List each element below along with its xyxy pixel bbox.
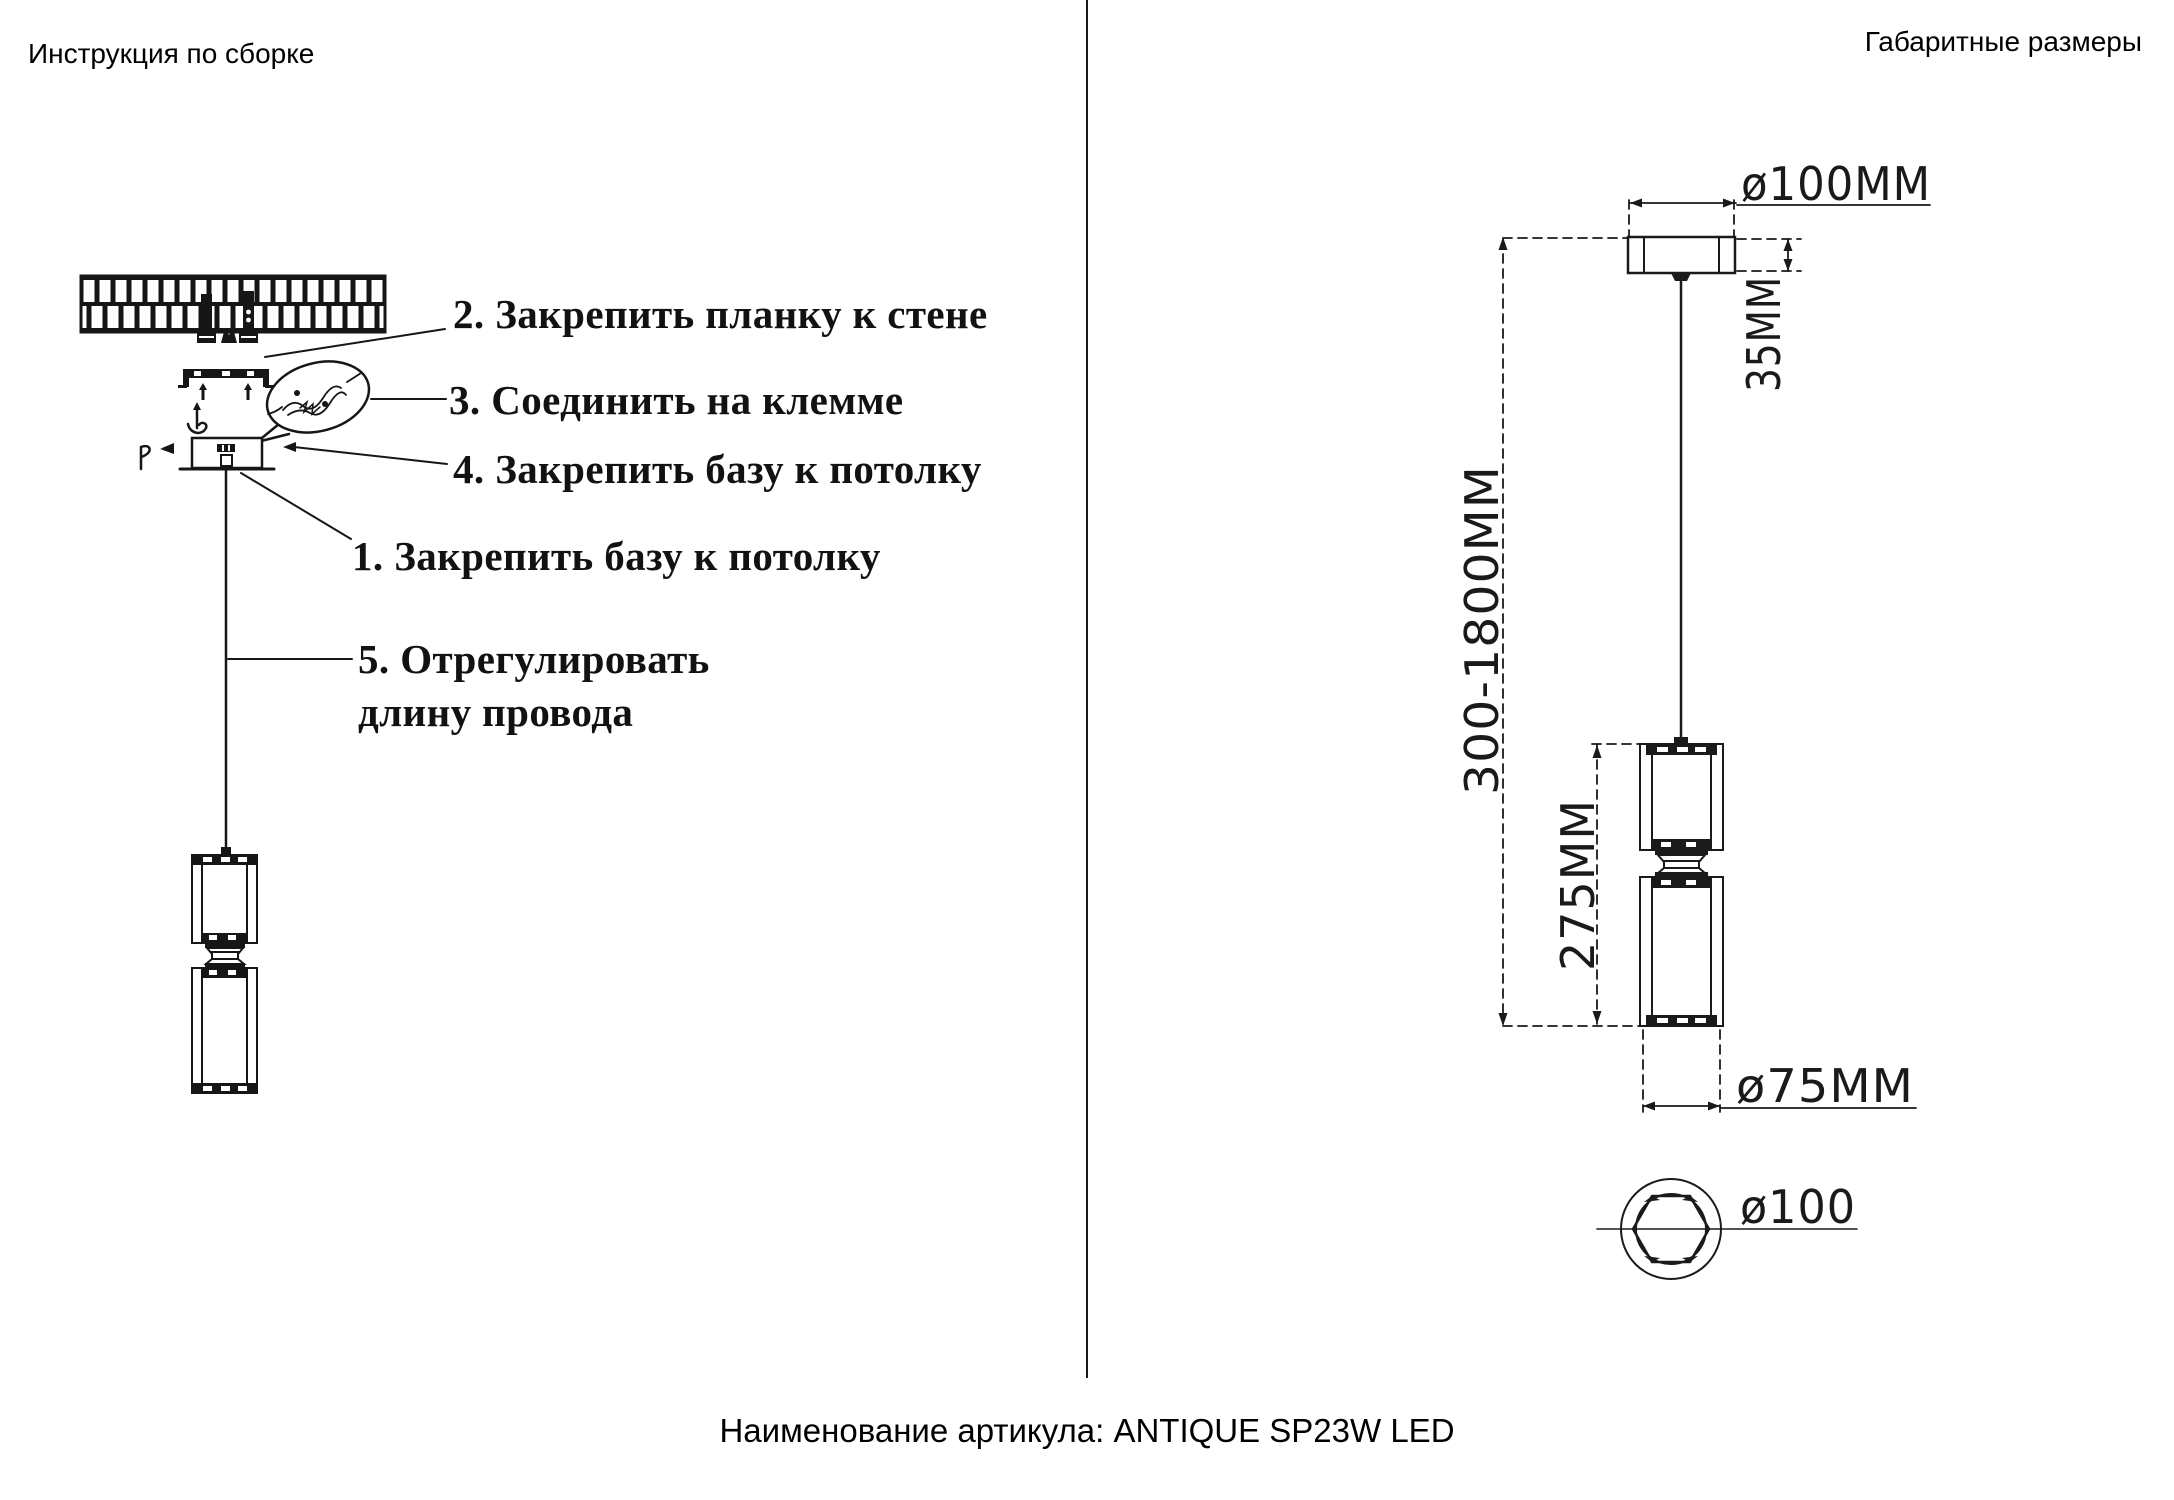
dim-canopy-height-lines — [1737, 239, 1801, 271]
canopy-side-view — [1628, 237, 1735, 281]
step-adjust-line1: 5. Отрегулировать — [358, 636, 710, 682]
dim-suspension-length: 300-1800MM — [1455, 484, 1509, 795]
hook-icon — [188, 402, 206, 433]
wall-cross-section — [81, 276, 385, 332]
pendant-lamp-dim-view — [1640, 744, 1723, 1026]
step-adjust-line2: длину провода — [358, 689, 634, 736]
dim-shade-diameter: ø75MM — [1736, 1059, 1914, 1113]
ceiling-base — [180, 438, 274, 470]
assembly-diagram — [81, 276, 447, 1093]
step-fix-base-to-ceiling: 4. Закрепить базу к потолку — [453, 446, 982, 492]
dim-canopy-height: 35MM — [1737, 250, 1791, 392]
dimension-drawing — [1455, 157, 1931, 1279]
terminal-detail-callout — [257, 351, 377, 444]
dim-canopy-diameter: ø100MM — [1741, 157, 1931, 211]
step-connect-terminal: 3. Соединить на клемме — [449, 377, 904, 423]
mounting-bracket — [178, 369, 274, 400]
step-fix-bracket-to-wall: 2. Закрепить планку к стене — [453, 291, 988, 337]
dim-canopy-top-view-diameter: ø100 — [1740, 1180, 1856, 1234]
left-panel-title: Инструкция по сборке — [28, 38, 315, 69]
dim-shade-height: 275MM — [1551, 798, 1605, 971]
article-name-caption: Наименование артикула: ANTIQUE SP23W LED — [719, 1412, 1455, 1449]
right-panel-title: Габаритные размеры — [1864, 26, 2142, 57]
pendant-lamp — [192, 847, 257, 1093]
step-fix-base-to-ceiling-first: 1. Закрепить базу к потолку — [352, 533, 881, 579]
